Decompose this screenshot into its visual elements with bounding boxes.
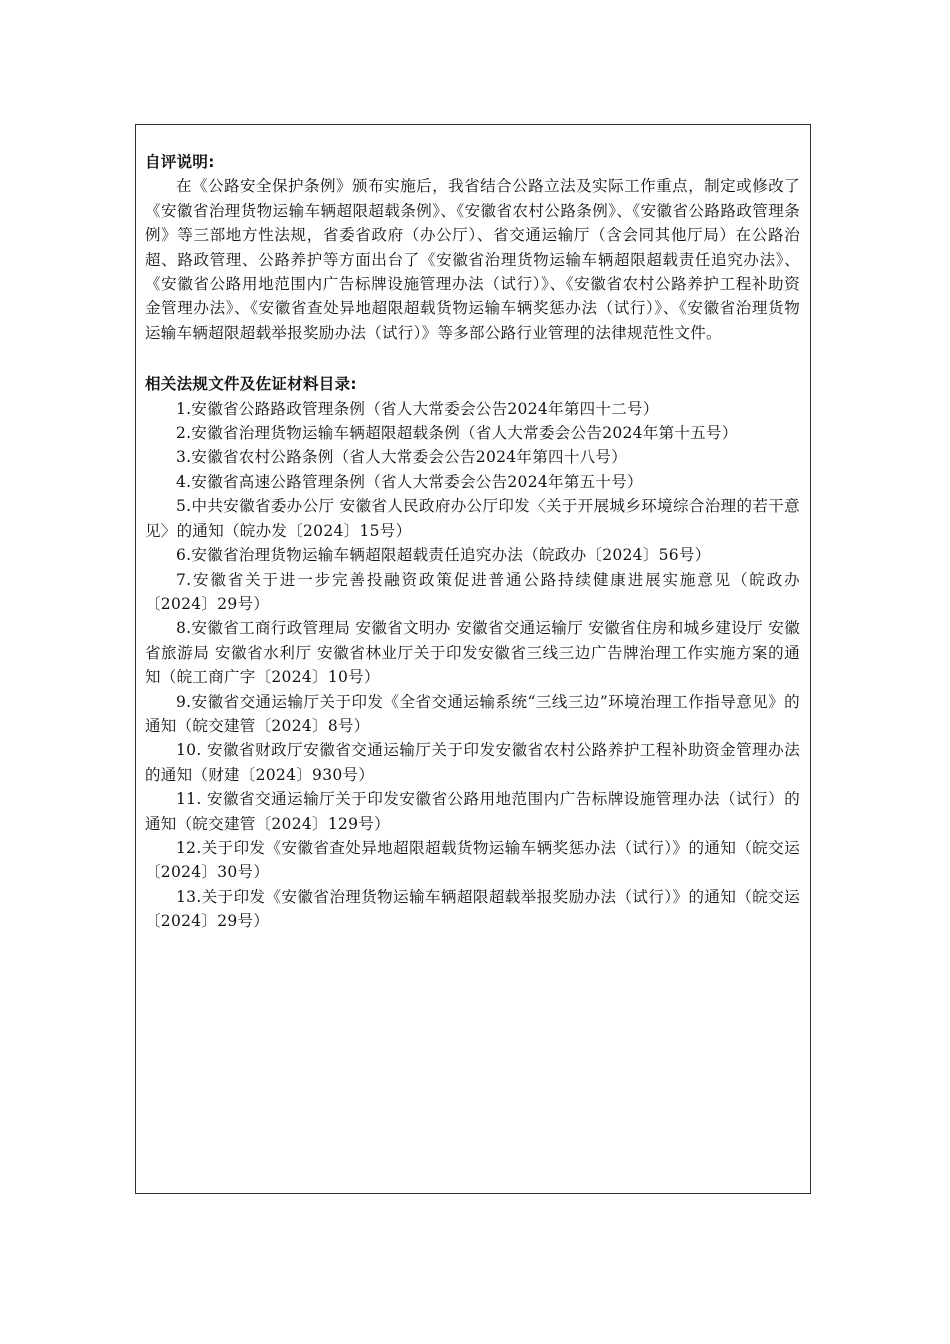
materials-list-item: 2.安徽省治理货物运输车辆超限超载条例（省人大常委会公告2024年第十五号） [176, 424, 738, 443]
materials-list-item: 5.中共安徽省委办公厅 安徽省人民政府办公厅印发〈关于开展城乡环境综合治理的若干意见〉的通知（皖办发〔2024〕15号） [145, 497, 800, 540]
materials-list-item: 4.安徽省高速公路管理条例（省人大常委会公告2024年第五十号） [176, 472, 643, 491]
materials-list-item: 8.安徽省工商行政管理局 安徽省文明办 安徽省交通运输厅 安徽省住房和城乡建设厅 安徽省旅游局 安徽省水利厅 安徽省林业厅关于印发安徽省三线三边广告牌治理工作实施方案的通知（皖工商广字〔2024〕10号） [145, 619, 800, 687]
self-evaluation-paragraph: 在《公路安全保护条例》颁布实施后，我省结合公路立法及实际工作重点，制定或修改了《安徽省治理货物运输车辆超限超载条例》、《安徽省农村公路条例》、《安徽省公路路政管理条例》等三部地方性法规，省委省政府（办公厅）、省交通运输厅（含会同其他厅局）在公路治超、路政管理、公路养护等方面出台了《安徽省治理货物运输车辆超限超载责任追究办法》、《安徽省公路用地范围内广告标牌设施管理办法（试行）》、《安徽省农村公路养护工程补助资金管理办法》、《安徽省查处异地超限超载货物运输车辆奖惩办法（试行）》、《安徽省治理货物运输车辆超限超载举报奖励办法（试行）》等多部公路行业管理的法律规范性文件。 [145, 177, 800, 342]
materials-list-item: 1.安徽省公路路政管理条例（省人大常委会公告2024年第四十二号） [176, 399, 659, 418]
materials-list-item: 10. 安徽省财政厅安徽省交通运输厅关于印发安徽省农村公路养护工程补助资金管理办法的通知（财建〔2024〕930号） [145, 741, 800, 784]
materials-list-item: 11. 安徽省交通运输厅关于印发安徽省公路用地范围内广告标牌设施管理办法（试行）的通知（皖交建管〔2024〕129号） [145, 790, 800, 833]
materials-list [145, 397, 800, 934]
document-content [145, 150, 800, 934]
materials-list-item: 12.关于印发《安徽省查处异地超限超载货物运输车辆奖惩办法（试行）》的通知（皖交运〔2024〕30号） [145, 838, 800, 882]
self-evaluation-heading: 自评说明: [145, 153, 215, 171]
materials-list-item: 13.关于印发《安徽省治理货物运输车辆超限超载举报奖励办法（试行）》的通知（皖交运〔2024〕29号） [145, 887, 800, 931]
materials-heading: 相关法规文件及佐证材料目录: [145, 375, 357, 394]
section-gap [145, 345, 800, 372]
materials-list-item: 9.安徽省交通运输厅关于印发《全省交通运输系统“三线三边”环境治理工作指导意见》的通知（皖交建管〔2024〕8号） [145, 692, 800, 735]
materials-list-item: 6.安徽省治理货物运输车辆超限超载责任追究办法（皖政办〔2024〕56号） [176, 546, 711, 565]
materials-list-item: 7.安徽省关于进一步完善投融资政策促进普通公路持续健康进展实施意见（皖政办〔2024〕29号） [145, 570, 800, 613]
materials-list-item: 3.安徽省农村公路条例（省人大常委会公告2024年第四十八号） [176, 448, 628, 467]
